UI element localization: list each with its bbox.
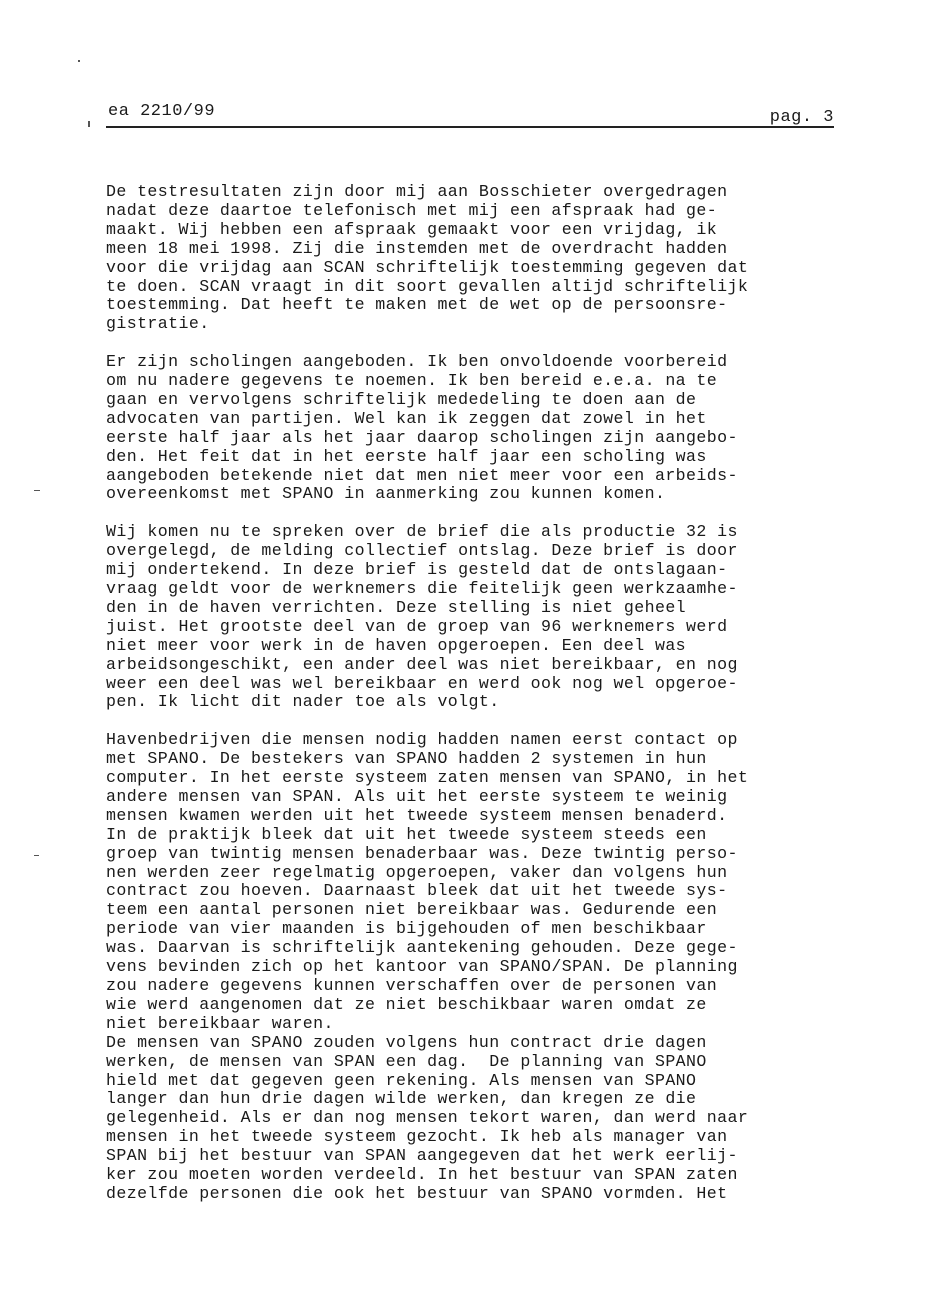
text-line: contract zou hoeven. Daarnaast bleek dat uit het tweede sys- xyxy=(106,881,728,901)
text-line: gistratie. xyxy=(106,314,210,334)
text-line: periode van vier maanden is bijgehouden of men beschikbaar xyxy=(106,919,707,939)
paragraph-letter xyxy=(106,523,836,712)
paragraph-test-results xyxy=(106,183,836,334)
text-line: niet bereikbaar waren. xyxy=(106,1013,334,1033)
text-line: zou nadere gegevens kunnen verschaffen over de personen van xyxy=(106,976,718,996)
text-line: computer. In het eerste systeem zaten mensen van SPANO, in het xyxy=(106,768,749,788)
text-line: gelegenheid. Als er dan nog mensen tekort waren, dan werd naar xyxy=(106,1108,749,1128)
text-line: aangeboden betekende niet dat men niet meer voor een arbeids- xyxy=(106,465,738,485)
scan-speck xyxy=(88,121,90,127)
text-line: nen werden zeer regelmatig opgeroepen, vaker dan volgens hun xyxy=(106,862,728,882)
text-line: mensen kwamen werden uit het tweede systeem mensen benaderd. xyxy=(106,805,728,825)
scan-speck xyxy=(78,60,80,62)
scan-speck xyxy=(34,855,39,856)
text-line: In de praktijk bleek dat uit het tweede systeem steeds een xyxy=(106,824,707,844)
text-line: te doen. SCAN vraagt in dit soort gevallen altijd schriftelijk xyxy=(106,276,749,296)
scan-speck xyxy=(34,490,40,491)
text-line: pen. Ik licht dit nader toe als volgt. xyxy=(106,692,500,712)
text-line: juist. Het grootste deel van de groep van 96 werknemers werd xyxy=(106,616,728,636)
text-line: maakt. Wij hebben een afspraak gemaakt voor een vrijdag, ik xyxy=(106,219,718,239)
text-line: teem een aantal personen niet bereikbaar was. Gedurende een xyxy=(106,900,718,920)
text-line: Er zijn scholingen aangeboden. Ik ben onvoldoende voorbereid xyxy=(106,352,728,372)
text-line: mensen in het tweede systeem gezocht. Ik heb als manager van xyxy=(106,1127,728,1147)
text-line: advocaten van partijen. Wel kan ik zeggen dat zowel in het xyxy=(106,408,707,428)
text-line: arbeidsongeschikt, een ander deel was niet bereikbaar, en nog xyxy=(106,654,738,674)
document-body xyxy=(106,183,836,1204)
paragraph-trainings xyxy=(106,353,836,504)
document-reference: ea 2210/99 xyxy=(108,102,216,121)
text-line: was. Daarvan is schriftelijk aantekening gehouden. Deze gege- xyxy=(106,938,738,958)
text-line: Wij komen nu te spreken over de brief die als productie 32 is xyxy=(106,522,738,542)
text-line: Havenbedrijven die mensen nodig hadden namen eerst contact op xyxy=(106,730,738,750)
text-line: ker zou moeten worden verdeeld. In het bestuur van SPAN zaten xyxy=(106,1165,738,1185)
page-number: pag. 3 xyxy=(769,108,834,127)
text-line: den. Het feit dat in het eerste half jaar een scholing was xyxy=(106,446,707,466)
text-line: toestemming. Dat heeft te maken met de wet op de persoonsre- xyxy=(106,295,728,315)
text-line: voor die vrijdag aan SCAN schriftelijk toestemming gegeven dat xyxy=(106,257,749,277)
text-line: weer een deel was wel bereikbaar en werd ook nog wel opgeroe- xyxy=(106,673,738,693)
text-line: groep van twintig mensen benaderbaar was. Deze twintig perso- xyxy=(106,843,738,863)
text-line: overgelegd, de melding collectief ontslag. Deze brief is door xyxy=(106,541,738,561)
text-line: eerste half jaar als het jaar daarop scholingen zijn aangebo- xyxy=(106,427,738,447)
text-line: om nu nadere gegevens te noemen. Ik ben bereid e.e.a. na te xyxy=(106,371,718,391)
text-line: vens bevinden zich op het kantoor van SPANO/SPAN. De planning xyxy=(106,957,738,977)
paragraph-port-companies xyxy=(106,731,836,1034)
text-line: SPAN bij het bestuur van SPAN aangegeven dat het werk eerlij- xyxy=(106,1146,738,1166)
text-line: langer dan hun drie dagen wilde werken, dan kregen ze die xyxy=(106,1089,697,1109)
text-line: met SPANO. De bestekers van SPANO hadden 2 systemen in hun xyxy=(106,749,707,769)
text-line: De testresultaten zijn door mij aan Bosschieter overgedragen xyxy=(106,182,728,201)
text-line: niet meer voor werk in de haven opgeroepen. Een deel was xyxy=(106,635,687,655)
text-line: hield met dat gegeven geen rekening. Als mensen van SPANO xyxy=(106,1070,697,1090)
page-header xyxy=(106,102,834,128)
text-line: gaan en vervolgens schriftelijk mededeling te doen aan de xyxy=(106,389,697,409)
text-line: werken, de mensen van SPAN een dag. De planning van SPANO xyxy=(106,1051,707,1071)
text-line: den in de haven verrichten. Deze stelling is niet geheel xyxy=(106,597,687,617)
text-line: wie werd aangenomen dat ze niet beschikbaar waren omdat ze xyxy=(106,994,707,1014)
text-line: mij ondertekend. In deze brief is gesteld dat de ontslagaan- xyxy=(106,560,728,580)
text-line: De mensen van SPANO zouden volgens hun contract drie dagen xyxy=(106,1032,707,1052)
paragraph-spano-contract xyxy=(106,1034,836,1204)
text-line: dezelfde personen die ook het bestuur van SPANO vormden. Het xyxy=(106,1183,728,1203)
text-line: meen 18 mei 1998. Zij die instemden met de overdracht hadden xyxy=(106,238,728,258)
text-line: vraag geldt voor de werknemers die feitelijk geen werkzaamhe- xyxy=(106,579,738,598)
text-line: andere mensen van SPAN. Als uit het eerste systeem te weinig xyxy=(106,786,728,806)
text-line: overeenkomst met SPANO in aanmerking zou kunnen komen. xyxy=(106,484,666,504)
text-line: nadat deze daartoe telefonisch met mij een afspraak had ge- xyxy=(106,200,718,220)
